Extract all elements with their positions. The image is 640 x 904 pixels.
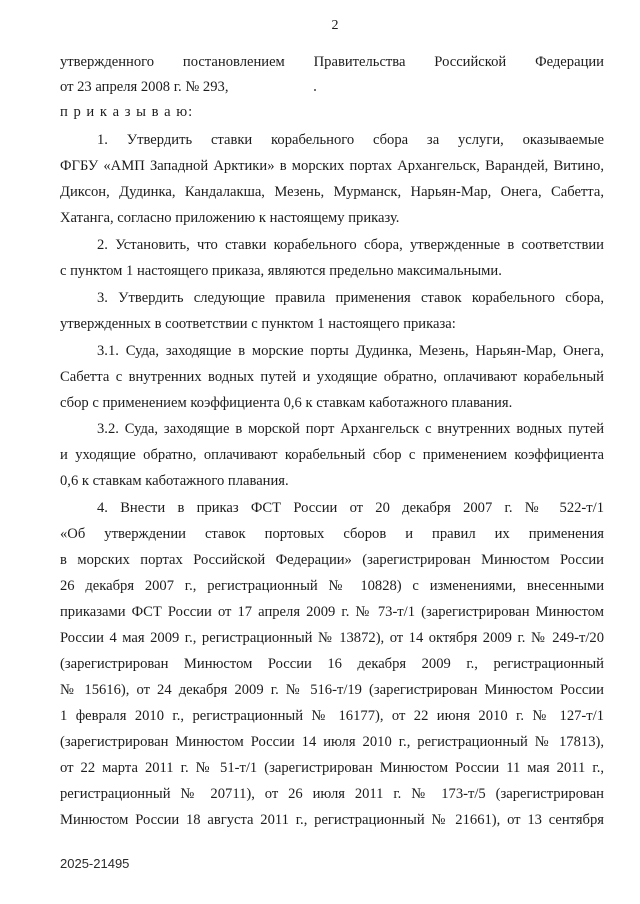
text-line: с пунктом 1 настоящего приказа, являются предельно максимальными. <box>60 263 502 279</box>
text-line: 3. Утвердить следующие правила применения ставок корабельного сбора, <box>97 290 604 306</box>
text-line: 1 февраля 2010 г., регистрационный № 16177), от 22 июня 2010 г. № 127-т/1 <box>60 708 604 724</box>
text-line: № 15616), от 24 декабря 2009 г. № 516-т/19 (зарегистрирован Минюстом России <box>60 682 604 698</box>
text-line: 26 декабря 2007 г., регистрационный № 10828) с изменениями, внесенными <box>60 578 604 594</box>
document-code: 2025-21495 <box>60 856 130 871</box>
text-line: (зарегистрирован Минюстом России 14 июля 2010 г., регистрационный № 17813), <box>60 734 604 750</box>
text-line: России 4 мая 2009 г., регистрационный № 13872), от 14 октября 2009 г. № 249-т/20 <box>60 630 604 646</box>
text-line: 4. Внести в приказ ФСТ России от 20 декабря 2007 г. № 522-т/1 <box>97 500 604 516</box>
text-line: 1. Утвердить ставки корабельного сбора за услуги, оказываемые <box>97 132 604 148</box>
text-line: приказами ФСТ России от 17 апреля 2009 г. № 73-т/1 (зарегистрирован Минюстом <box>60 604 604 620</box>
text-line: и уходящие обратно, оплачивают корабельный сбор с применением коэффициента <box>60 447 604 463</box>
text-line: Сабетта с внутренних водных путей и уходящие обратно, оплачивают корабельный <box>60 369 604 385</box>
text-line: утвержденного постановлением Правительства Российской Федерации <box>60 54 604 70</box>
text-line: (зарегистрирован Минюстом России 16 декабря 2009 г., регистрационный <box>60 656 604 672</box>
text-line: 3.1. Суда, заходящие в морские порты Дудинка, Мезень, Нарьян-Мар, Онега, <box>97 343 604 359</box>
text-line: «Об утверждении ставок портовых сборов и правил их применения <box>60 526 604 542</box>
text-line: Минюстом России 18 августа 2011 г., регистрационный № 21661), от 13 сентября <box>60 812 604 828</box>
text-line: 3.2. Суда, заходящие в морской порт Архангельск с внутренних водных путей <box>97 421 604 437</box>
text-line: 0,6 к ставкам каботажного плавания. <box>60 473 289 489</box>
text-line: 2. Установить, что ставки корабельного сбора, утвержденные в соответствии <box>97 237 604 253</box>
text-line: в морских портах Российской Федерации» (зарегистрирован Минюстом России <box>60 552 604 568</box>
order-word: п р и к а з ы в а ю: <box>60 104 194 120</box>
text-line: ФГБУ «АМП Западной Арктики» в морских портах Архангельск, Варандей, Витино, <box>60 158 604 174</box>
text-line: утвержденных в соответствии с пунктом 1 настоящего приказа: <box>60 316 456 332</box>
text-line: Диксон, Дудинка, Кандалакша, Мезень, Мурманск, Нарьян-Мар, Онега, Сабетта, <box>60 184 604 200</box>
text-line: от 23 апреля 2008 г. № 293, <box>60 79 229 95</box>
text-line: от 22 марта 2011 г. № 51-т/1 (зарегистрирован Минюстом России 11 мая 2011 г., <box>60 760 604 776</box>
text-line: Хатанга, согласно приложению к настоящему приказу. <box>60 210 400 226</box>
text-line: регистрационный № 20711), от 26 июля 2011 г. № 173-т/5 (зарегистрирован <box>60 786 604 802</box>
page-number: 2 <box>331 18 339 33</box>
text-line: сбор с применением коэффициента 0,6 к ставкам каботажного плавания. <box>60 395 513 411</box>
